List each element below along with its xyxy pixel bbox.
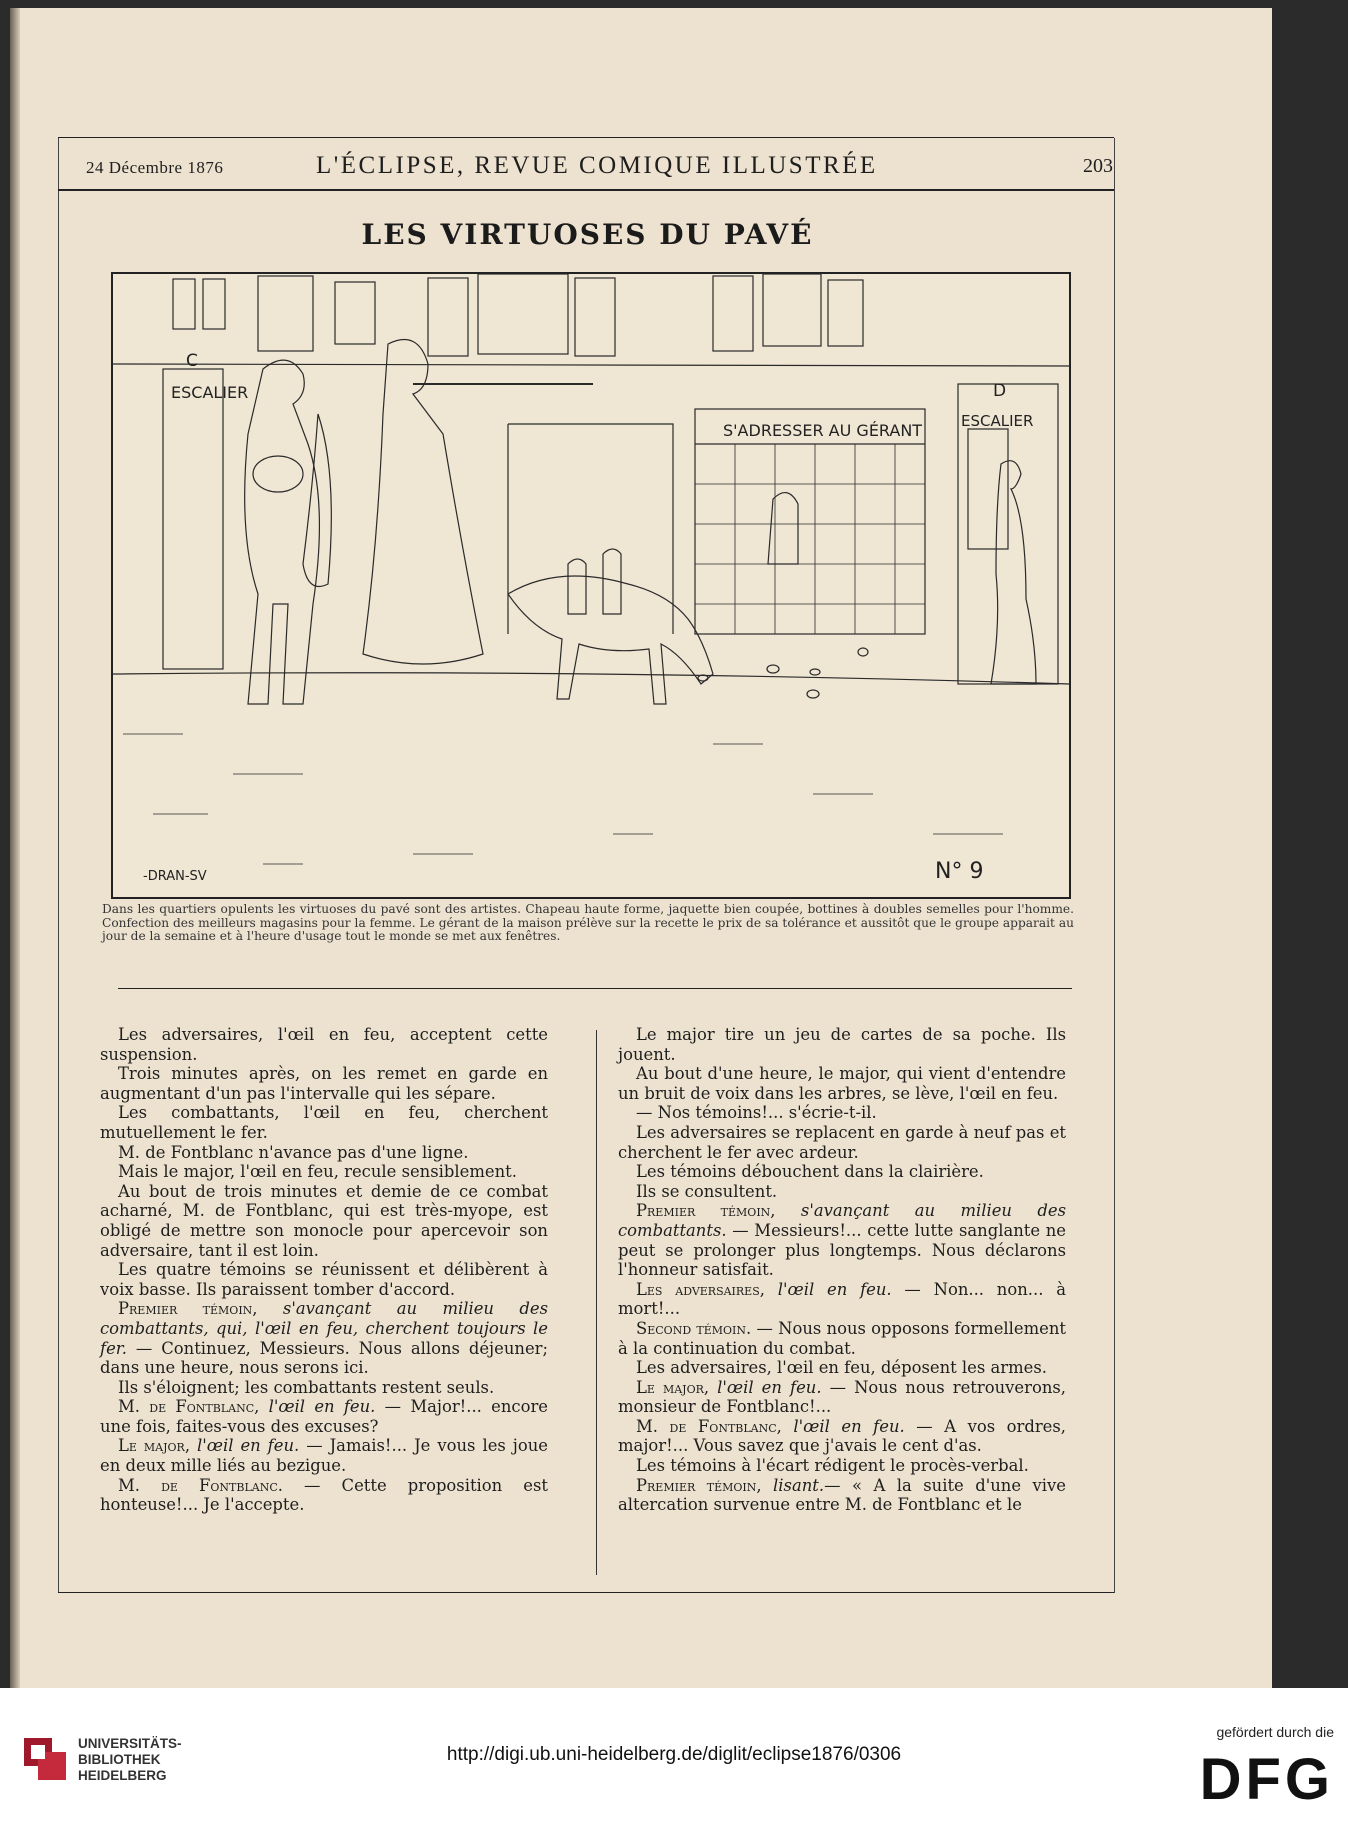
window (763, 274, 821, 346)
stage-direction: l'œil en feu. (259, 1397, 376, 1417)
pavement-line (113, 673, 1069, 684)
paragraph (100, 1476, 548, 1515)
paragraph-text: Les témoins à l'écart rédigent le procès-verbal. (636, 1456, 1029, 1476)
paragraph-text: Les témoins débouchent dans la clairière. (636, 1162, 984, 1182)
paragraph-text: — A vos ordres, major!... Vous savez que j'avais le cent d'as. (618, 1416, 1066, 1456)
stage-direction: l'œil en feu. (709, 1377, 822, 1397)
header-rule (58, 189, 1114, 191)
shutter (713, 276, 753, 351)
paragraph (100, 1397, 548, 1436)
shutter (575, 278, 615, 356)
sign-shop: S'ADRESSER AU GÉRANT (723, 421, 923, 440)
digitization-footer (0, 1688, 1348, 1823)
shutter (173, 279, 195, 329)
right-text-column (618, 1025, 1066, 1515)
paragraph-text: Les combattants, l'œil en feu, cherchent mutuellement le fer. (100, 1103, 548, 1142)
paragraph-text: — Non... non... à mort!... (618, 1279, 1066, 1319)
library-line: BIBLIOTHEK (78, 1752, 161, 1767)
coin (767, 665, 779, 673)
cornice-line (113, 364, 1069, 366)
paragraph-text: — Jamais!... Je vous les joue en deux mille liés au bezigue. (100, 1436, 548, 1476)
paragraph-text: M. de Fontblanc n'avance pas d'une ligne. (118, 1142, 469, 1162)
page-spine-shadow (10, 8, 20, 1688)
sign-letter-right: D (993, 381, 1007, 401)
paragraph (618, 1476, 1066, 1515)
top-rule (58, 137, 1114, 138)
central-archway (508, 424, 673, 634)
paragraph (100, 1299, 548, 1377)
paragraph (100, 1103, 548, 1142)
coin (807, 690, 819, 698)
background-figures (568, 549, 621, 614)
paragraph-text: — Nos témoins!... s'écrie-t-il. (636, 1103, 877, 1123)
paragraph-text: Les quatre témoins se réunissent et délibèrent à voix basse. Ils paraissent tomber d'accord. (100, 1260, 548, 1299)
paragraph-text: Au bout d'une heure, le major, qui vient d'entendre un bruit de voix dans les arbres, se lève, l'œil en feu. (618, 1064, 1066, 1103)
page-number: 203 (1083, 155, 1113, 177)
sign-escalier-left: ESCALIER (171, 383, 249, 402)
paragraph (618, 1280, 1066, 1319)
paragraph-text: — Messieurs!... cette lutte sanglante ne peut se prolonger plus longtemps. Nous déclarons l'honneur satisfait. (618, 1220, 1066, 1280)
article-title: LES VIRTUOSES DU PAVÉ (361, 218, 814, 251)
shutter (828, 280, 863, 346)
cello (303, 414, 331, 587)
paragraph-text: Le major tire un jeu de cartes de sa poche. Ils jouent. (618, 1025, 1066, 1064)
journal-title: L'ÉCLIPSE, REVUE COMIQUE ILLUSTRÉE (316, 152, 878, 179)
paragraph-text: Mais le major, l'œil en feu, recule sensiblement. (118, 1162, 517, 1182)
coin (810, 669, 820, 675)
permalink-url[interactable]: http://digi.ub.uni-heidelberg.de/diglit/eclipse1876/0306 (446, 1744, 902, 1765)
woman-at-door (991, 461, 1036, 684)
dog (508, 576, 713, 704)
caption-rule (118, 988, 1072, 989)
stage-direction: l'œil en feu. (764, 1279, 892, 1299)
artist-signature: -DRAN-SV (143, 869, 207, 884)
dfg-logo: DFG (1199, 1747, 1334, 1812)
paragraph (618, 1182, 1066, 1202)
speaker-name: M. de Fontblanc, (118, 1397, 260, 1417)
paragraph (100, 1182, 548, 1260)
paragraph (100, 1162, 548, 1182)
paragraph (100, 1143, 548, 1163)
paragraph-text: Au bout de trois minutes et demie de ce combat acharné, M. de Fontblanc, qui est très-myope, est obligé de mettre son monocle pour apercevoir son adversaire, tant il est loin. (100, 1181, 548, 1260)
paragraph (618, 1417, 1066, 1456)
illustration-caption: Dans les quartiers opulents les virtuoses du pavé sont des artistes. Chapeau haute forme, jaquette bien coupée, bottines à doubles semelles pour l'homme. Confection des meilleurs magasins pour la femme. Le gérant de la maison prélève sur la recette le prix de sa tolérance et aussitôt que le groupe apparait au jour de la semaine et à l'heure d'usage tout le monde se met aux fenêtres. (102, 902, 1074, 944)
speaker-name: Premier témoin, (118, 1299, 258, 1319)
paragraph-text: Ils s'éloignent; les combattants restent seuls. (118, 1377, 495, 1397)
left-text-column (100, 1025, 548, 1515)
paragraph-text: Trois minutes après, on les remet en garde en augmentant d'un pas l'intervalle qui les sépare. (100, 1064, 548, 1103)
street-scene-drawing (113, 274, 1069, 897)
shutter (203, 279, 225, 329)
paragraph-text: — Nous nous opposons formellement à la continuation du combat. (618, 1318, 1066, 1358)
paragraph-text: — Continuez, Messieurs. Nous allons déjeuner; dans une heure, nous serons ici. (100, 1338, 548, 1378)
top-hat (253, 456, 303, 492)
speaker-name: M. de Fontblanc, (636, 1416, 782, 1436)
paragraph (618, 1103, 1066, 1123)
paragraph-text: — « A la suite d'une vive altercation survenue entre M. de Fontblanc et le (618, 1475, 1066, 1515)
issue-date: 24 Décembre 1876 (86, 158, 224, 177)
paragraph (100, 1436, 548, 1475)
woman-figure (363, 340, 483, 665)
stage-direction: s'avançant au milieu des combattants, qui, l'œil en feu, cherchent toujours le fer. (100, 1299, 548, 1358)
speaker-name: Le major, (636, 1377, 710, 1397)
window-with-onlookers (478, 274, 568, 354)
funding-label: gefördert durch die (1216, 1724, 1334, 1740)
speaker-name: Les adversaires, (636, 1279, 765, 1299)
paragraph-text: — Nous nous retrouverons, monsieur de Fontblanc!... (618, 1377, 1066, 1417)
engraving-illustration (111, 272, 1071, 899)
shop-keeper (768, 493, 798, 564)
plate-number: N° 9 (935, 859, 984, 884)
paragraph-text: — Cette proposition est honteuse!... Je l'accepte. (100, 1475, 548, 1515)
stage-direction: l'œil en feu. (190, 1436, 300, 1456)
paragraph (100, 1025, 548, 1064)
speaker-name: Le major, (118, 1436, 191, 1456)
stage-direction: s'avançant au milieu des combattants. (618, 1201, 1066, 1240)
paragraph (618, 1123, 1066, 1162)
speaker-name: Premier témoin, (636, 1475, 762, 1495)
sign-escalier-right: ESCALIER (961, 412, 1034, 430)
running-header (86, 152, 1113, 186)
paragraph (618, 1319, 1066, 1358)
sign-letter-left: C (186, 351, 198, 371)
speaker-name: M. de Fontblanc. (118, 1475, 283, 1495)
window (258, 276, 313, 351)
door-panel (968, 429, 1008, 549)
man-figure (245, 360, 320, 704)
paragraph (618, 1456, 1066, 1476)
shop-front (695, 409, 925, 634)
shutter (428, 278, 468, 356)
paragraph-text: Les adversaires, l'œil en feu, acceptent cette suspension. (100, 1025, 548, 1064)
paragraph (100, 1260, 548, 1299)
library-line: HEIDELBERG (78, 1768, 167, 1783)
coin (858, 648, 868, 656)
speaker-name: Premier témoin, (636, 1201, 776, 1221)
column-separator (596, 1030, 597, 1575)
speaker-name: Second témoin. (636, 1318, 752, 1338)
paragraph (618, 1201, 1066, 1279)
stage-direction: lisant. (761, 1475, 825, 1495)
stage-direction: l'œil en feu. (781, 1416, 905, 1436)
paragraph (618, 1358, 1066, 1378)
paragraph-text: — Major!... encore une fois, faites-vous des excuses? (100, 1397, 549, 1436)
left-doorway (163, 369, 223, 669)
paragraph-text: Ils se consultent. (636, 1181, 778, 1201)
paragraph (100, 1378, 548, 1398)
paragraph-text: Les adversaires, l'œil en feu, déposent les armes. (636, 1358, 1047, 1378)
paragraph-text: Les adversaires se replacent en garde à neuf pas et cherchent le fer avec ardeur. (618, 1122, 1066, 1162)
shutter (335, 282, 375, 344)
bottom-rule (58, 1592, 1114, 1593)
paragraph (618, 1162, 1066, 1182)
paragraph (618, 1025, 1066, 1064)
paragraph (100, 1064, 548, 1103)
library-line: UNIVERSITÄTS- (78, 1736, 182, 1751)
paragraph (618, 1378, 1066, 1417)
paragraph (618, 1064, 1066, 1103)
